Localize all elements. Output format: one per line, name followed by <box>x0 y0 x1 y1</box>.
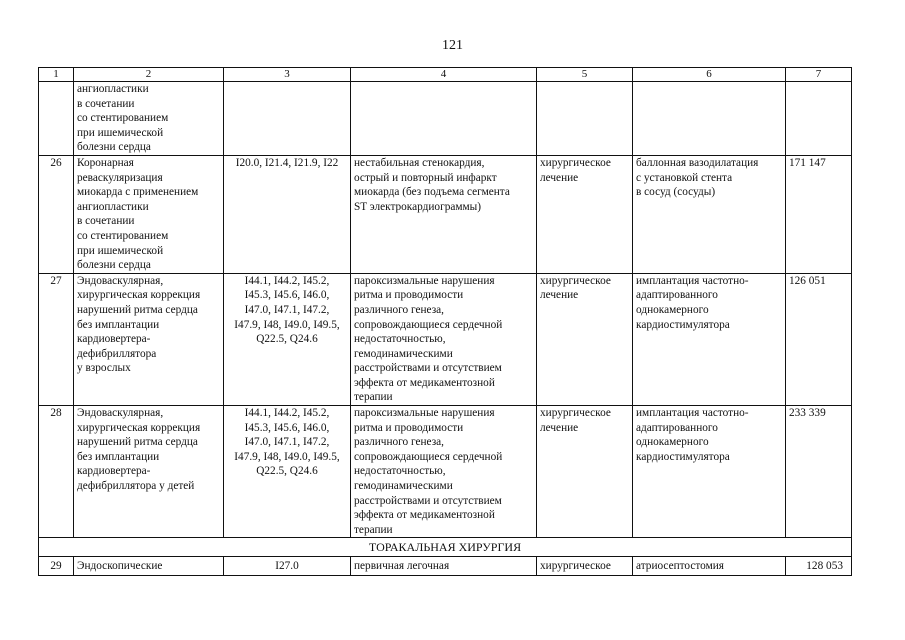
section-row <box>39 538 852 557</box>
section-title: ТОРАКАЛЬНАЯ ХИРУРГИЯ <box>39 538 852 557</box>
row-number: 27 <box>39 273 74 405</box>
row-number: 26 <box>39 155 74 273</box>
treatment-method: атриосептостомия <box>633 557 786 576</box>
treatment-method: имплантация частотно- адаптированного однокамерного кардиостимулятора <box>633 406 786 538</box>
icd-codes: I27.0 <box>224 557 351 576</box>
icd-codes <box>224 82 351 156</box>
column-number: 7 <box>786 68 852 82</box>
page-number: 121 <box>442 38 463 53</box>
cost: 233 339 <box>786 406 852 538</box>
table-row <box>39 406 852 538</box>
table-row <box>39 82 852 156</box>
cost: 171 147 <box>786 155 852 273</box>
icd-codes: I44.1, I44.2, I45.2, I45.3, I45.6, I46.0, I47.0, I47.1, I47.2, I47.9, I48, I49.0, I49.5, Q22.5, Q24.6 <box>224 406 351 538</box>
medical-care-table <box>38 67 852 576</box>
care-type-name: Коронарная реваскуляризация миокарда с применением ангиопластики в сочетании со стентированием при ишемической болезни сердца <box>74 155 224 273</box>
care-type-name: ангиопластики в сочетании со стентированием при ишемической болезни сердца <box>74 82 224 156</box>
care-type-name: Эндоскопические <box>74 557 224 576</box>
column-number-row <box>39 68 852 82</box>
row-number: 28 <box>39 406 74 538</box>
icd-codes: I20.0, I21.4, I21.9, I22 <box>224 155 351 273</box>
table-row <box>39 273 852 405</box>
icd-codes: I44.1, I44.2, I45.2, I45.3, I45.6, I46.0, I47.0, I47.1, I47.2, I47.9, I48, I49.0, I49.5, Q22.5, Q24.6 <box>224 273 351 405</box>
column-number: 5 <box>537 68 633 82</box>
treatment-method: баллонная вазодилатация с установкой стента в сосуд (сосуды) <box>633 155 786 273</box>
column-number: 4 <box>351 68 537 82</box>
treatment-type: хирургическое лечение <box>537 273 633 405</box>
row-number: 29 <box>39 557 74 576</box>
cost: 126 051 <box>786 273 852 405</box>
cost: 128 053 <box>786 557 852 576</box>
treatment-type: хирургическое лечение <box>537 155 633 273</box>
treatment-method <box>633 82 786 156</box>
table-row <box>39 155 852 273</box>
patient-model: пароксизмальные нарушения ритма и проводимости различного генеза, сопровождающиеся сердечной недостаточностью, гемодинамическими расстройствами и отсутствием эффекта от медикаментозной терапии <box>351 273 537 405</box>
column-number: 2 <box>74 68 224 82</box>
treatment-type: хирургическое лечение <box>537 406 633 538</box>
patient-model: пароксизмальные нарушения ритма и проводимости различного генеза, сопровождающиеся сердечной недостаточностью, гемодинамическими расстройствами и отсутствием эффекта от медикаментозной терапии <box>351 406 537 538</box>
column-number: 6 <box>633 68 786 82</box>
patient-model <box>351 82 537 156</box>
cost <box>786 82 852 156</box>
patient-model: нестабильная стенокардия, острый и повторный инфаркт миокарда (без подъема сегмента ST электрокардиограммы) <box>351 155 537 273</box>
row-number <box>39 82 74 156</box>
treatment-method: имплантация частотно- адаптированного однокамерного кардиостимулятора <box>633 273 786 405</box>
care-type-name: Эндоваскулярная, хирургическая коррекция нарушений ритма сердца без имплантации кардиовертера- дефибриллятора у детей <box>74 406 224 538</box>
patient-model: первичная легочная <box>351 557 537 576</box>
treatment-type: хирургическое <box>537 557 633 576</box>
care-type-name: Эндоваскулярная, хирургическая коррекция нарушений ритма сердца без имплантации кардиовертера- дефибриллятора у взрослых <box>74 273 224 405</box>
column-number: 1 <box>39 68 74 82</box>
table-row <box>39 557 852 576</box>
column-number: 3 <box>224 68 351 82</box>
treatment-type <box>537 82 633 156</box>
